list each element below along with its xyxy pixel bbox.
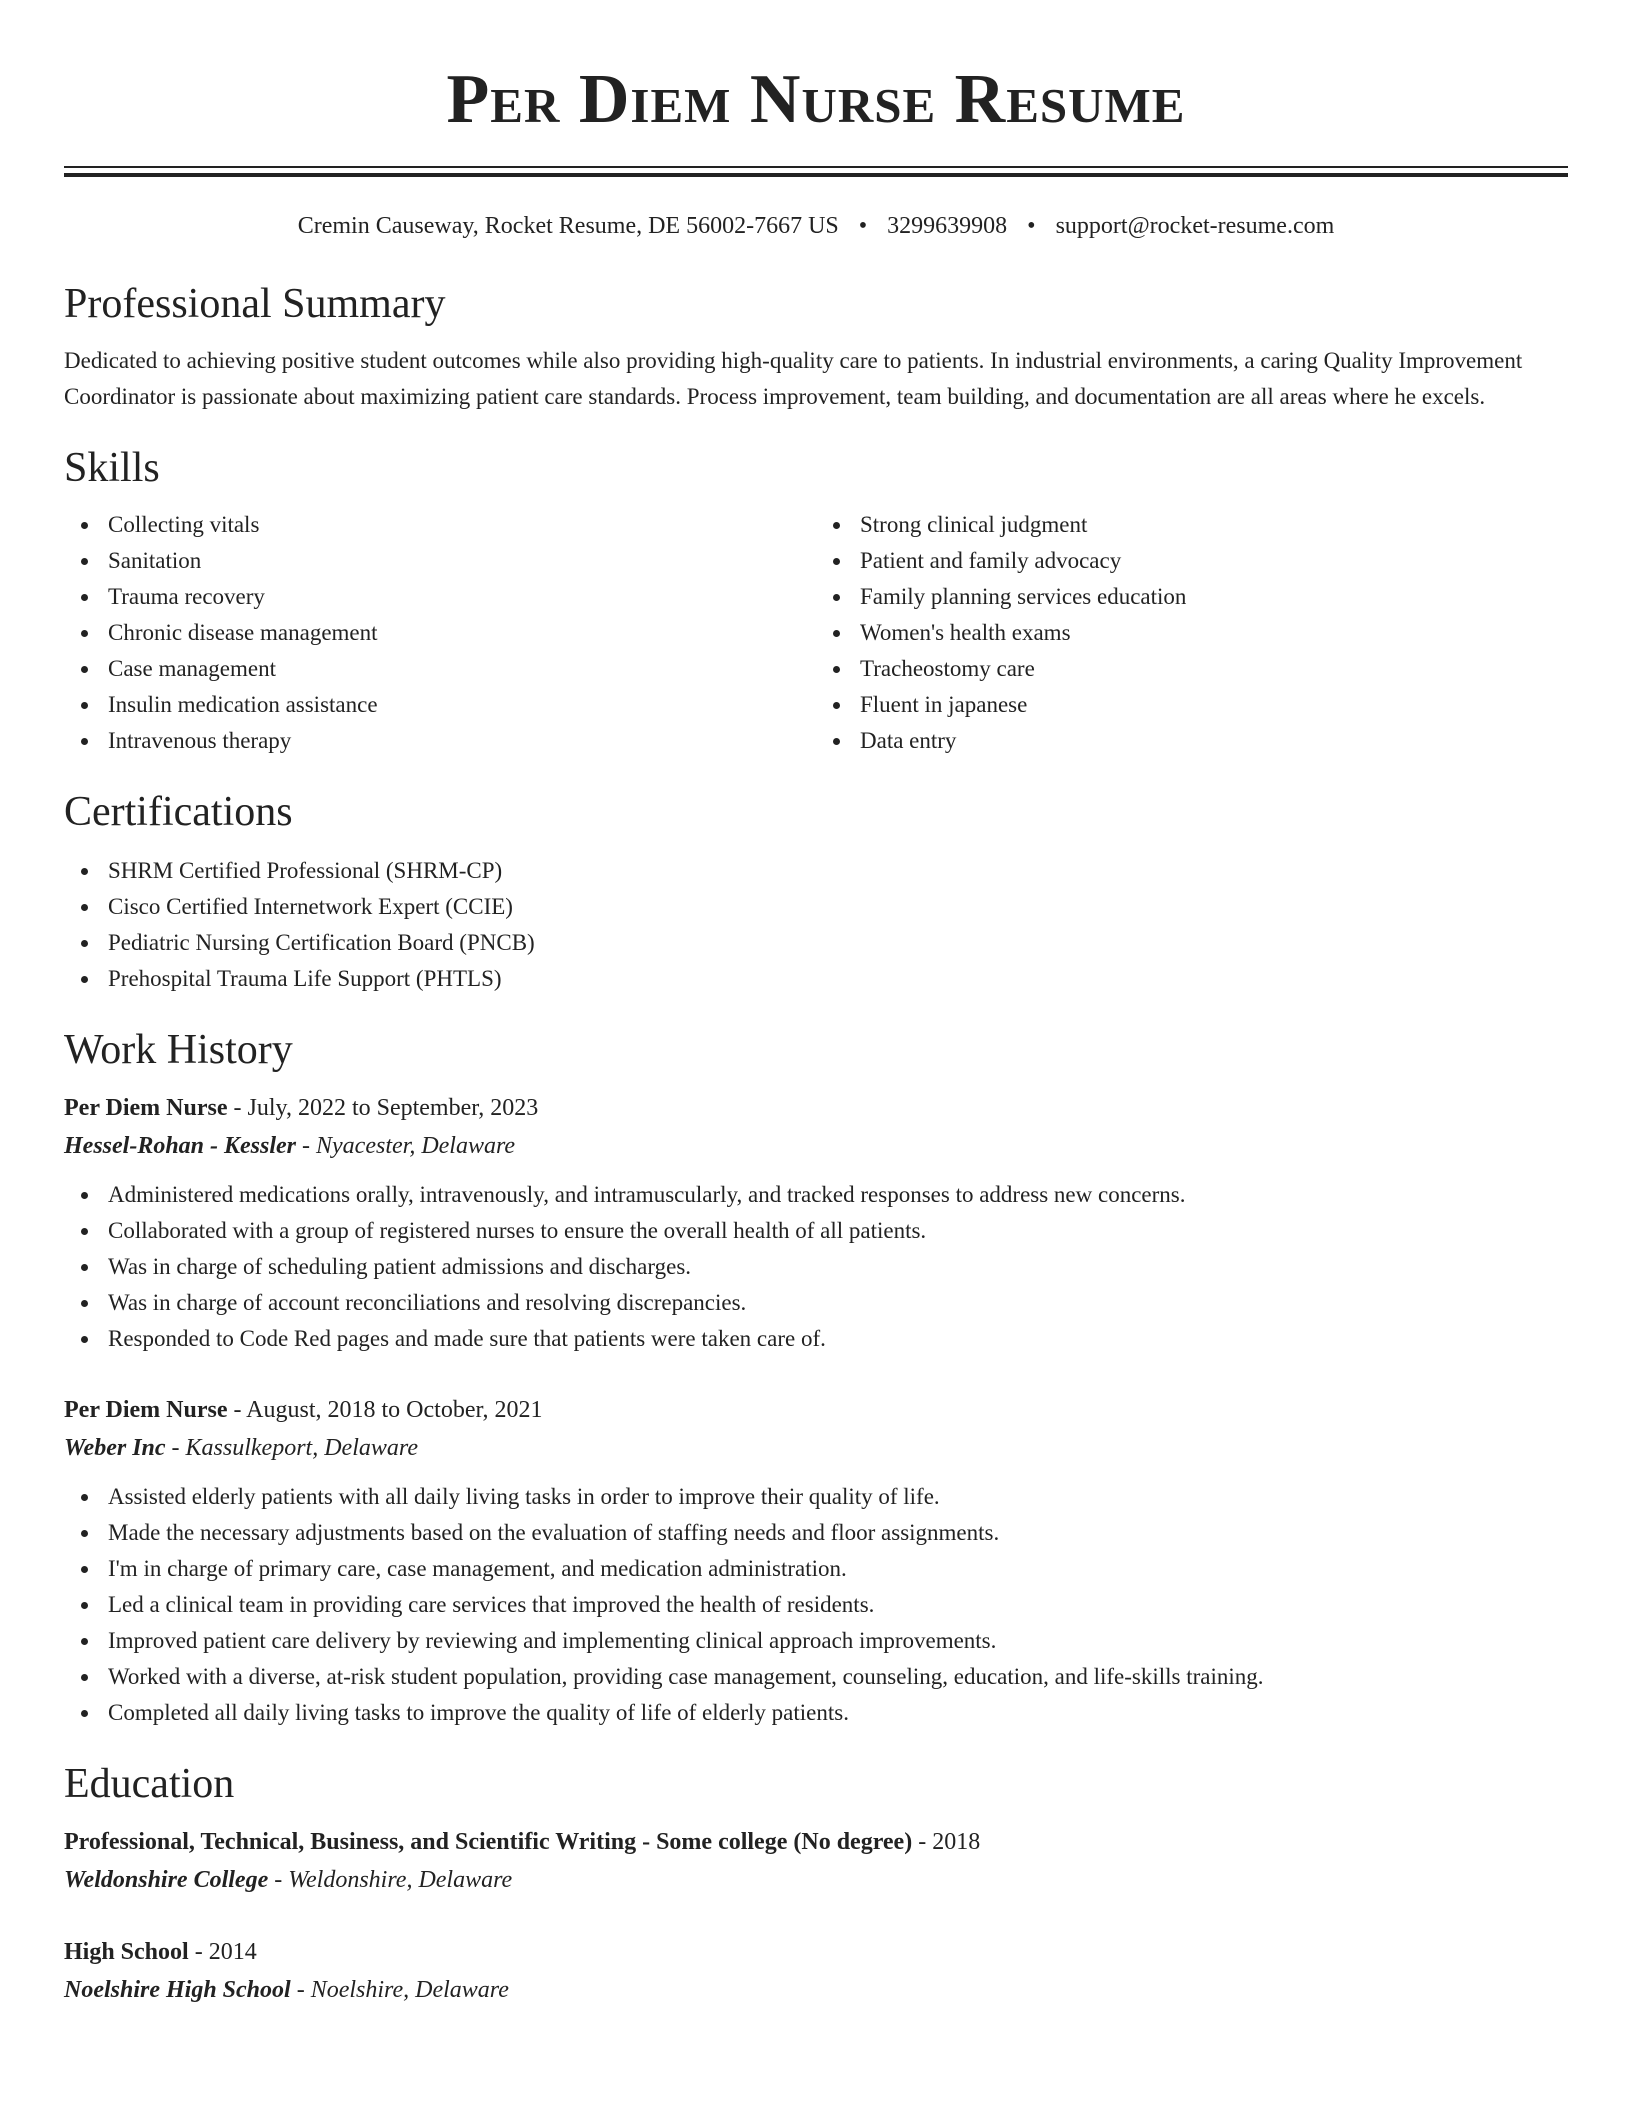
skill-item: Strong clinical judgment <box>860 507 1568 543</box>
title-divider <box>64 166 1568 177</box>
skill-item: Trauma recovery <box>108 579 816 615</box>
job-title: Per Diem Nurse <box>64 1397 228 1423</box>
work-history-section <box>64 1025 1568 1731</box>
job-duty: Worked with a diverse, at-risk student population, providing case management, counseling, education, and life-skills training. <box>108 1659 1568 1695</box>
graduation-year: - 2018 <box>912 1829 981 1855</box>
school-location: - Noelshire, Delaware <box>290 1977 509 2003</box>
skill-item: Tracheostomy care <box>860 651 1568 687</box>
skill-item: Patient and family advocacy <box>860 543 1568 579</box>
job-duty: Responded to Code Red pages and made sure that patients were taken care of. <box>108 1321 1568 1357</box>
contact-address: Cremin Causeway, Rocket Resume, DE 56002-7667 US <box>297 213 839 239</box>
contact-email: support@rocket-resume.com <box>1055 213 1335 239</box>
contact-separator: • <box>1027 213 1036 239</box>
skill-item: Data entry <box>860 723 1568 759</box>
certification-item: Pediatric Nursing Certification Board (PNCB) <box>108 925 1568 961</box>
skills-section <box>64 443 1568 759</box>
contact-phone: 3299639908 <box>887 213 1008 239</box>
section-heading: Work History <box>64 1027 293 1073</box>
job-title-line <box>64 1089 1568 1127</box>
section-heading: Education <box>64 1761 235 1807</box>
degree-line <box>64 1933 1568 1971</box>
degree-name: High School <box>64 1939 189 1965</box>
summary-text: Dedicated to achieving positive student outcomes while also providing high-quality care to patients. In industrial environments, a caring Quality Improvement Coordinator is passionate about maximizing patient care standards. Process improvement, team building, and documentation are all areas where he excels. <box>64 348 1523 409</box>
section-heading: Skills <box>64 445 160 491</box>
job-dates: - July, 2022 to September, 2023 <box>227 1095 539 1121</box>
job-duties-list <box>64 1479 1568 1731</box>
school-line <box>64 1971 1568 2009</box>
section-heading: Certifications <box>64 789 293 835</box>
certifications-section <box>64 787 1568 997</box>
job-title-line <box>64 1391 1568 1429</box>
company-line <box>64 1429 1568 1467</box>
job-entry <box>64 1089 1568 1357</box>
certification-item: SHRM Certified Professional (SHRM-CP) <box>108 853 1568 889</box>
skills-list-left <box>64 507 816 759</box>
school-name: Weldonshire College <box>64 1867 269 1893</box>
company-name: Hessel-Rohan - Kessler <box>64 1133 297 1159</box>
skill-item: Fluent in japanese <box>860 687 1568 723</box>
company-location: - Nyacester, Delaware <box>296 1133 516 1159</box>
skill-item: Family planning services education <box>860 579 1568 615</box>
job-duty: Was in charge of account reconciliations and resolving discrepancies. <box>108 1285 1568 1321</box>
job-duties-list <box>64 1177 1568 1357</box>
skill-item: Collecting vitals <box>108 507 816 543</box>
skill-item: Case management <box>108 651 816 687</box>
school-location: - Weldonshire, Delaware <box>268 1867 513 1893</box>
job-duty: Made the necessary adjustments based on the evaluation of staffing needs and floor assignments. <box>108 1515 1568 1551</box>
job-title: Per Diem Nurse <box>64 1095 228 1121</box>
graduation-year: - 2014 <box>188 1939 257 1965</box>
education-entry <box>64 1823 1568 1899</box>
school-line <box>64 1861 1568 1899</box>
education-section <box>64 1759 1568 2009</box>
job-dates: - August, 2018 to October, 2021 <box>227 1397 543 1423</box>
job-duty: Led a clinical team in providing care services that improved the health of residents. <box>108 1587 1568 1623</box>
contact-line <box>64 211 1568 241</box>
job-entry <box>64 1391 1568 1731</box>
degree-name: Professional, Technical, Business, and Scientific Writing - Some college (No degree) <box>64 1829 913 1855</box>
certifications-list <box>64 853 1568 997</box>
skill-item: Insulin medication assistance <box>108 687 816 723</box>
school-name: Noelshire High School <box>64 1977 291 2003</box>
skill-item: Sanitation <box>108 543 816 579</box>
job-duty: I'm in charge of primary care, case management, and medication administration. <box>108 1551 1568 1587</box>
skill-item: Intravenous therapy <box>108 723 816 759</box>
job-duty: Improved patient care delivery by reviewing and implementing clinical approach improvements. <box>108 1623 1568 1659</box>
skill-item: Chronic disease management <box>108 615 816 651</box>
education-entry <box>64 1933 1568 2009</box>
company-line <box>64 1127 1568 1165</box>
skills-columns <box>64 507 1568 759</box>
job-duty: Administered medications orally, intravenously, and intramuscularly, and tracked responses to address new concerns. <box>108 1177 1568 1213</box>
certification-item: Cisco Certified Internetwork Expert (CCIE) <box>108 889 1568 925</box>
company-location: - Kassulkeport, Delaware <box>165 1435 418 1461</box>
job-duty: Collaborated with a group of registered nurses to ensure the overall health of all patients. <box>108 1213 1568 1249</box>
degree-line <box>64 1823 1568 1861</box>
skills-list-right <box>816 507 1568 759</box>
certification-item: Prehospital Trauma Life Support (PHTLS) <box>108 961 1568 997</box>
job-duty: Completed all daily living tasks to improve the quality of life of elderly patients. <box>108 1695 1568 1731</box>
company-name: Weber Inc <box>64 1435 166 1461</box>
section-heading: Professional Summary <box>64 281 446 327</box>
page-title: Per Diem Nurse Resume <box>446 61 1186 138</box>
job-duty: Assisted elderly patients with all daily living tasks in order to improve their quality of life. <box>108 1479 1568 1515</box>
contact-separator: • <box>858 213 868 239</box>
skill-item: Women's health exams <box>860 615 1568 651</box>
summary-section <box>64 279 1568 415</box>
job-duty: Was in charge of scheduling patient admissions and discharges. <box>108 1249 1568 1285</box>
